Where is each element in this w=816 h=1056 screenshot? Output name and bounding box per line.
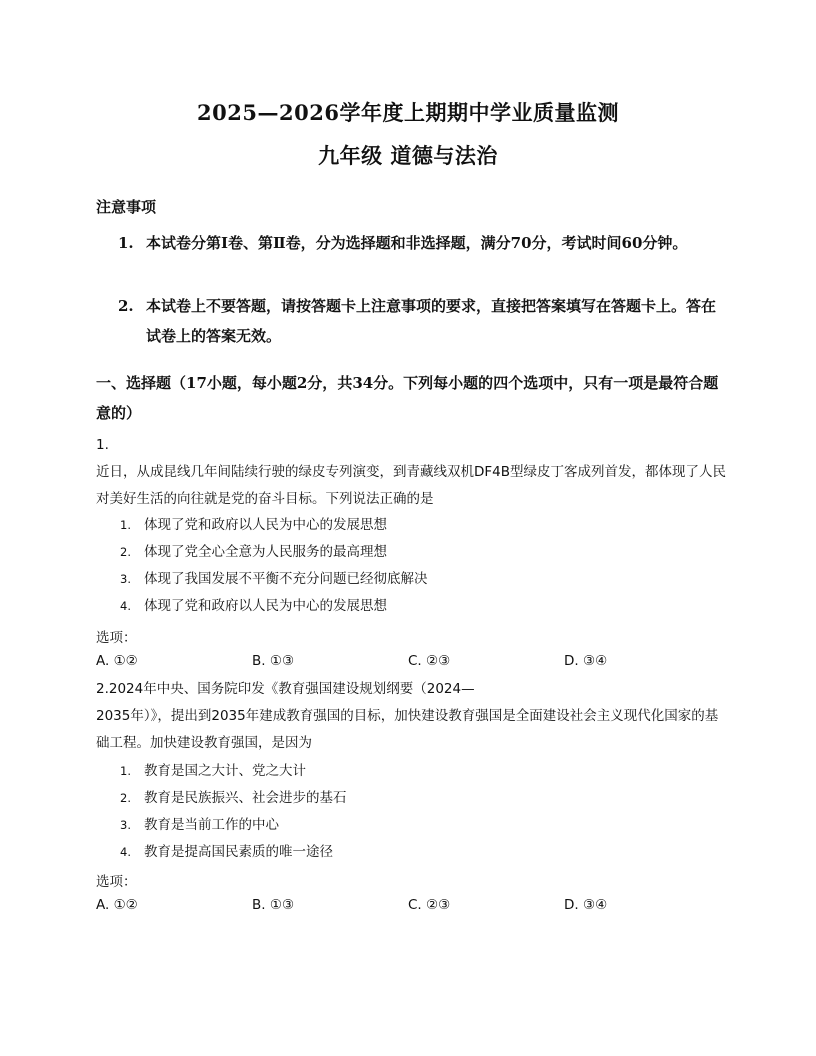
option-index: 1. <box>120 518 131 532</box>
option-text: 教育是民族振兴、社会进步的基石 <box>144 790 347 806</box>
choice-b[interactable]: B. ①③ <box>252 653 295 669</box>
question-stem-line1: 2.2024年中央、国务院印发《教育强国建设规划纲要（2024— <box>96 681 475 697</box>
question-stem-line2: 2035年）》，提出到2035年建成教育强国的目标，加快建设教育强国是全面建设社会主义现代化国家的基础工程。加快建设教育强国，是因为 <box>96 708 719 751</box>
notice-item <box>118 228 718 258</box>
option-item <box>120 539 720 566</box>
choice-c[interactable]: C. ②③ <box>408 653 451 669</box>
option-text: 教育是国之大计、党之大计 <box>144 763 306 779</box>
question-2-options <box>120 758 720 866</box>
option-index: 4. <box>120 599 131 613</box>
option-index: 2. <box>120 791 131 805</box>
choice-b[interactable]: B. ①③ <box>252 897 295 913</box>
choice-a[interactable]: A. ①② <box>96 897 138 913</box>
choices-label: 选项： <box>96 874 137 890</box>
notice-heading: 注意事项 <box>96 198 157 216</box>
question-2 <box>96 676 726 757</box>
notice-item-text: 本试卷分第Ⅰ卷、第Ⅱ卷，分为选择题和非选择题，满分70分，考试时间60分钟。 <box>146 234 688 252</box>
option-index: 2. <box>120 545 131 559</box>
option-item <box>120 785 720 812</box>
notice-item-text: 本试卷上不要答题，请按答题卡上注意事项的要求，直接把答案填写在答题卡上。答在试卷上的答案无效。 <box>146 297 717 345</box>
option-text: 体现了我国发展不平衡不充分问题已经彻底解决 <box>144 571 428 587</box>
option-item <box>120 593 720 620</box>
option-item <box>120 839 720 866</box>
question-1 <box>96 432 726 513</box>
option-text: 体现了党和政府以人民为中心的发展思想 <box>144 517 387 533</box>
question-stem: 近日，从成昆线几年间陆续行驶的绿皮专列演变，到青藏线双机DF4B型绿皮丁客成列首发，都体现了人民对美好生活的向往就是党的奋斗目标。下列说法正确的是 <box>96 464 727 507</box>
option-item <box>120 566 720 593</box>
option-index: 4. <box>120 845 131 859</box>
notice-item <box>118 291 718 351</box>
option-text: 教育是提高国民素质的唯一途径 <box>144 844 333 860</box>
question-2-choices <box>96 897 656 921</box>
question-number: 1. <box>96 437 109 453</box>
option-text: 教育是当前工作的中心 <box>144 817 279 833</box>
option-text: 体现了党和政府以人民为中心的发展思想 <box>144 598 387 614</box>
option-item <box>120 812 720 839</box>
option-item <box>120 758 720 785</box>
choice-d[interactable]: D. ③④ <box>564 653 608 669</box>
notice-item-number: 1. <box>118 234 134 252</box>
choice-c[interactable]: C. ②③ <box>408 897 451 913</box>
choices-label: 选项： <box>96 630 137 646</box>
option-index: 3. <box>120 572 131 586</box>
exam-title: 2025—2026学年度上期期中学业质量监测 <box>197 100 619 125</box>
option-index: 1. <box>120 764 131 778</box>
option-index: 3. <box>120 818 131 832</box>
choice-d[interactable]: D. ③④ <box>564 897 608 913</box>
question-1-options <box>120 512 720 620</box>
choice-a[interactable]: A. ①② <box>96 653 138 669</box>
notice-item-number: 2. <box>118 297 134 315</box>
option-text: 体现了党全心全意为人民服务的最高理想 <box>144 544 387 560</box>
section-heading: 一、选择题（17小题，每小题2分，共34分。下列每小题的四个选项中，只有一项是最符合题意的） <box>96 374 719 422</box>
option-item <box>120 512 720 539</box>
exam-subtitle: 九年级 道德与法治 <box>318 143 498 168</box>
question-1-choices <box>96 653 656 677</box>
